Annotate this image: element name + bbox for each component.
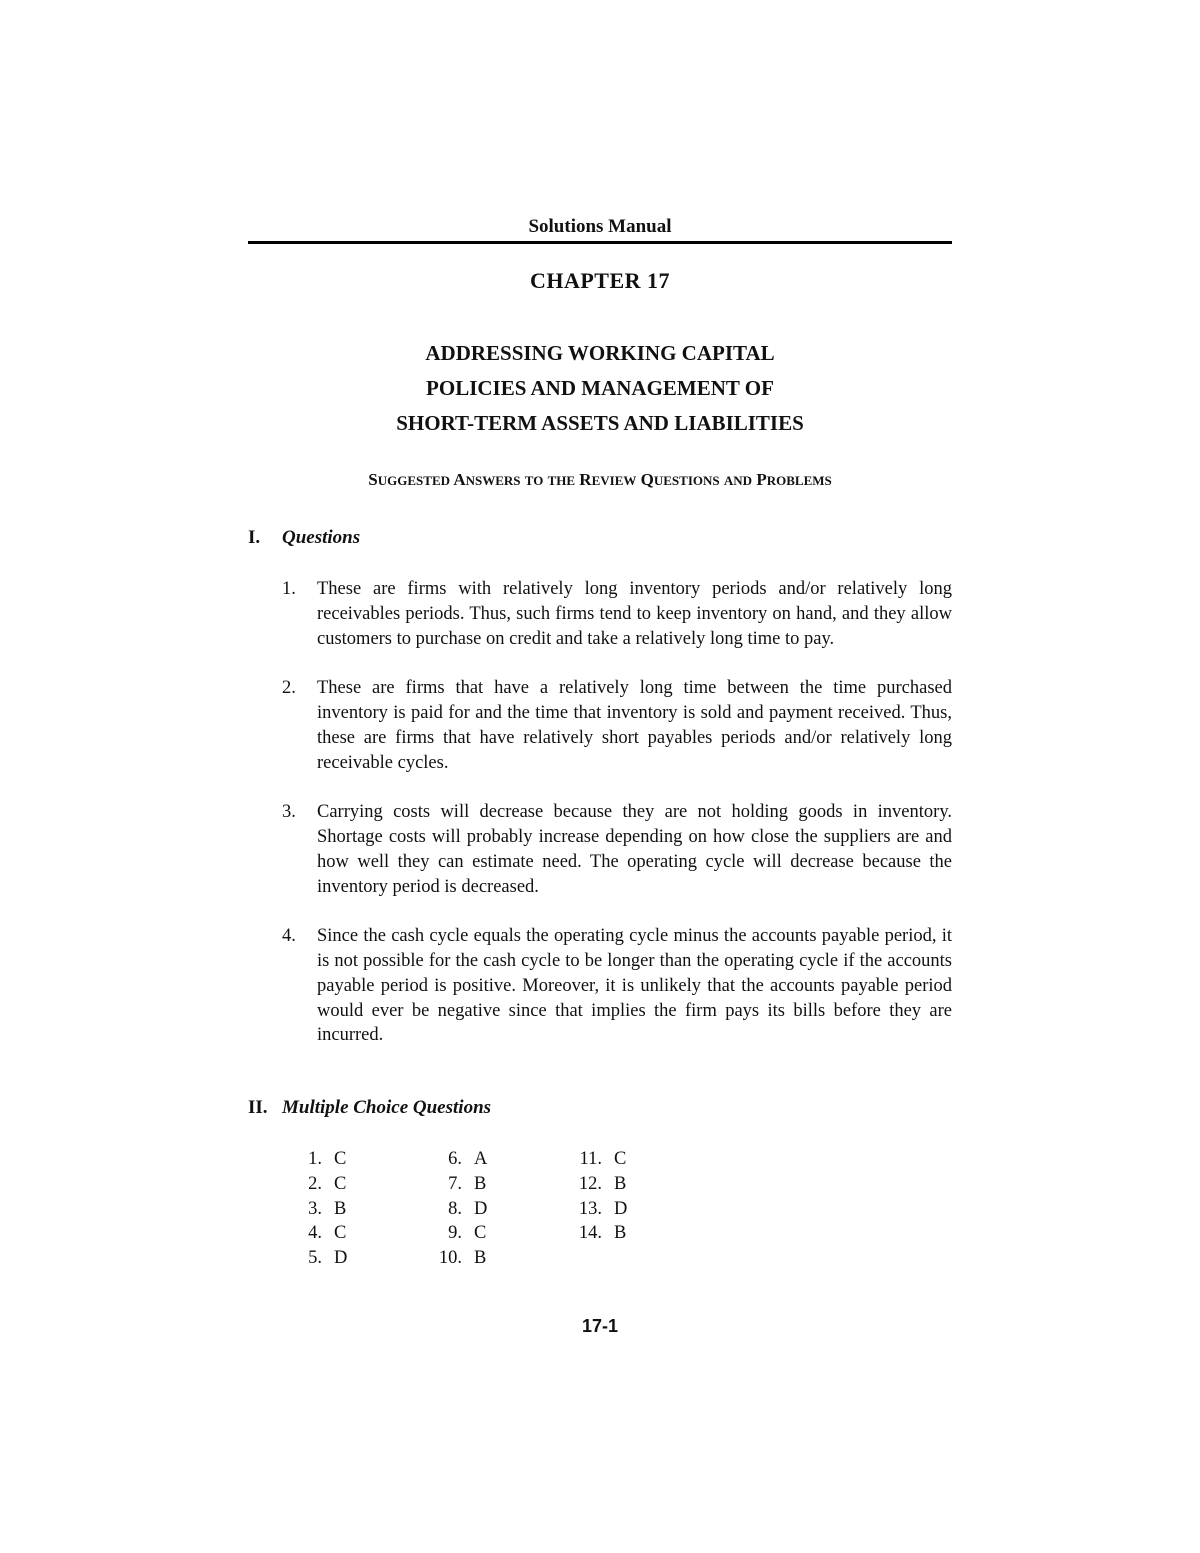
mc-question-number: 5. (308, 1248, 322, 1269)
mc-answer-letter: D (614, 1198, 628, 1219)
section-label: Multiple Choice Questions (282, 1097, 492, 1118)
mc-row (282, 1172, 372, 1197)
chapter-title-line: ADDRESSING WORKING CAPITAL (425, 341, 775, 365)
header-rule (248, 241, 952, 244)
mc-answer-letter: B (614, 1173, 627, 1194)
mc-answer-letter: B (334, 1198, 347, 1219)
mc-question-number: 9. (448, 1223, 462, 1244)
mc-row (422, 1221, 512, 1246)
mc-answer-letter: C (334, 1173, 347, 1194)
mc-answer-letter: D (474, 1198, 488, 1219)
mc-question-number: 14. (578, 1223, 602, 1244)
chapter-heading: CHAPTER 17 (529, 268, 671, 293)
mc-row (422, 1172, 512, 1197)
mc-question-number: 6. (448, 1149, 462, 1169)
mc-answer-letter: C (334, 1149, 347, 1169)
mc-answer-letter: A (474, 1149, 488, 1169)
answers-list (282, 577, 952, 1073)
section-heading-questions (248, 527, 360, 549)
mc-question-number: 2. (308, 1173, 322, 1194)
mc-answer-letter: C (474, 1223, 487, 1244)
mc-answer-letter: C (614, 1149, 627, 1169)
answer-text: Carrying costs will decrease because they are not holding goods in inventory. Shortage costs will probably increase depending on how close the suppliers are and how well they can estimate need. The operating cycle will decrease because the inventory period is decreased. (317, 802, 952, 897)
mc-column (282, 1147, 372, 1271)
answer-number: 1. (282, 579, 296, 599)
mc-question-number: 8. (448, 1198, 462, 1219)
answer-number: 4. (282, 926, 296, 947)
answer-item (282, 577, 952, 651)
page-number: 17-1 (581, 1316, 619, 1336)
mc-question-number: 1. (308, 1149, 322, 1169)
mc-row (422, 1246, 512, 1271)
mc-question-number: 13. (578, 1198, 602, 1219)
answer-item (282, 924, 952, 1048)
mc-question-number: 4. (308, 1223, 322, 1244)
answer-item (282, 676, 952, 775)
mc-column (422, 1147, 512, 1271)
chapter-title-line: SHORT-TERM ASSETS AND LIABILITIES (396, 411, 804, 435)
mc-answer-letter: B (474, 1173, 487, 1194)
answer-text: Since the cash cycle equals the operating cycle minus the accounts payable period, it is not possible for the cash cycle to be longer than the operating cycle if the accounts payable period is positive. Moreover, it is unlikely that the accounts payable period would ever be negative since that implies the firm pays its bills before they are incurred. (317, 926, 952, 1046)
mc-question-number: 3. (308, 1198, 322, 1219)
section-subtitle: SUGGESTED ANSWERS TO THE REVIEW QUESTIONS AND PROBLEMS (368, 470, 832, 489)
mc-row (282, 1147, 372, 1172)
chapter-title-line: POLICIES AND MANAGEMENT OF (426, 376, 774, 400)
mc-row (282, 1221, 372, 1246)
answer-item (282, 800, 952, 899)
mc-answer-letter: B (474, 1248, 487, 1269)
mc-column (562, 1147, 652, 1246)
chapter-title (248, 336, 952, 441)
section-label: Questions (282, 527, 361, 548)
running-header: Solutions Manual (528, 216, 672, 237)
mc-row (282, 1246, 372, 1271)
mc-row (562, 1172, 652, 1197)
section-number: II. (248, 1097, 268, 1118)
mc-row (282, 1197, 372, 1222)
answer-number: 3. (282, 802, 296, 823)
mc-row (422, 1147, 512, 1172)
mc-row (562, 1221, 652, 1246)
mc-question-number: 12. (578, 1173, 602, 1194)
mc-row (422, 1197, 512, 1222)
section-number: I. (248, 527, 261, 548)
mc-question-number: 10. (438, 1248, 462, 1269)
section-heading-multiple-choice (248, 1097, 491, 1119)
mc-row (562, 1147, 652, 1172)
answer-text: These are firms with relatively long inventory periods and/or relatively long receivables periods. Thus, such firms tend to keep inventory on hand, and they allow customers to purchase on credit and take a relatively long time to pay. (317, 579, 952, 649)
mc-question-number: 7. (448, 1173, 462, 1194)
answer-text: These are firms that have a relatively long time between the time purchased inventory is paid for and the time that inventory is sold and payment received. Thus, these are firms that have relatively short payables periods and/or relatively long receivable cycles. (317, 678, 952, 773)
mc-question-number: 11. (579, 1149, 602, 1169)
mc-row (562, 1197, 652, 1222)
mc-answer-letter: C (334, 1223, 347, 1244)
answer-number: 2. (282, 678, 296, 699)
mc-answer-letter: B (614, 1223, 627, 1244)
mc-answer-letter: D (334, 1248, 348, 1269)
